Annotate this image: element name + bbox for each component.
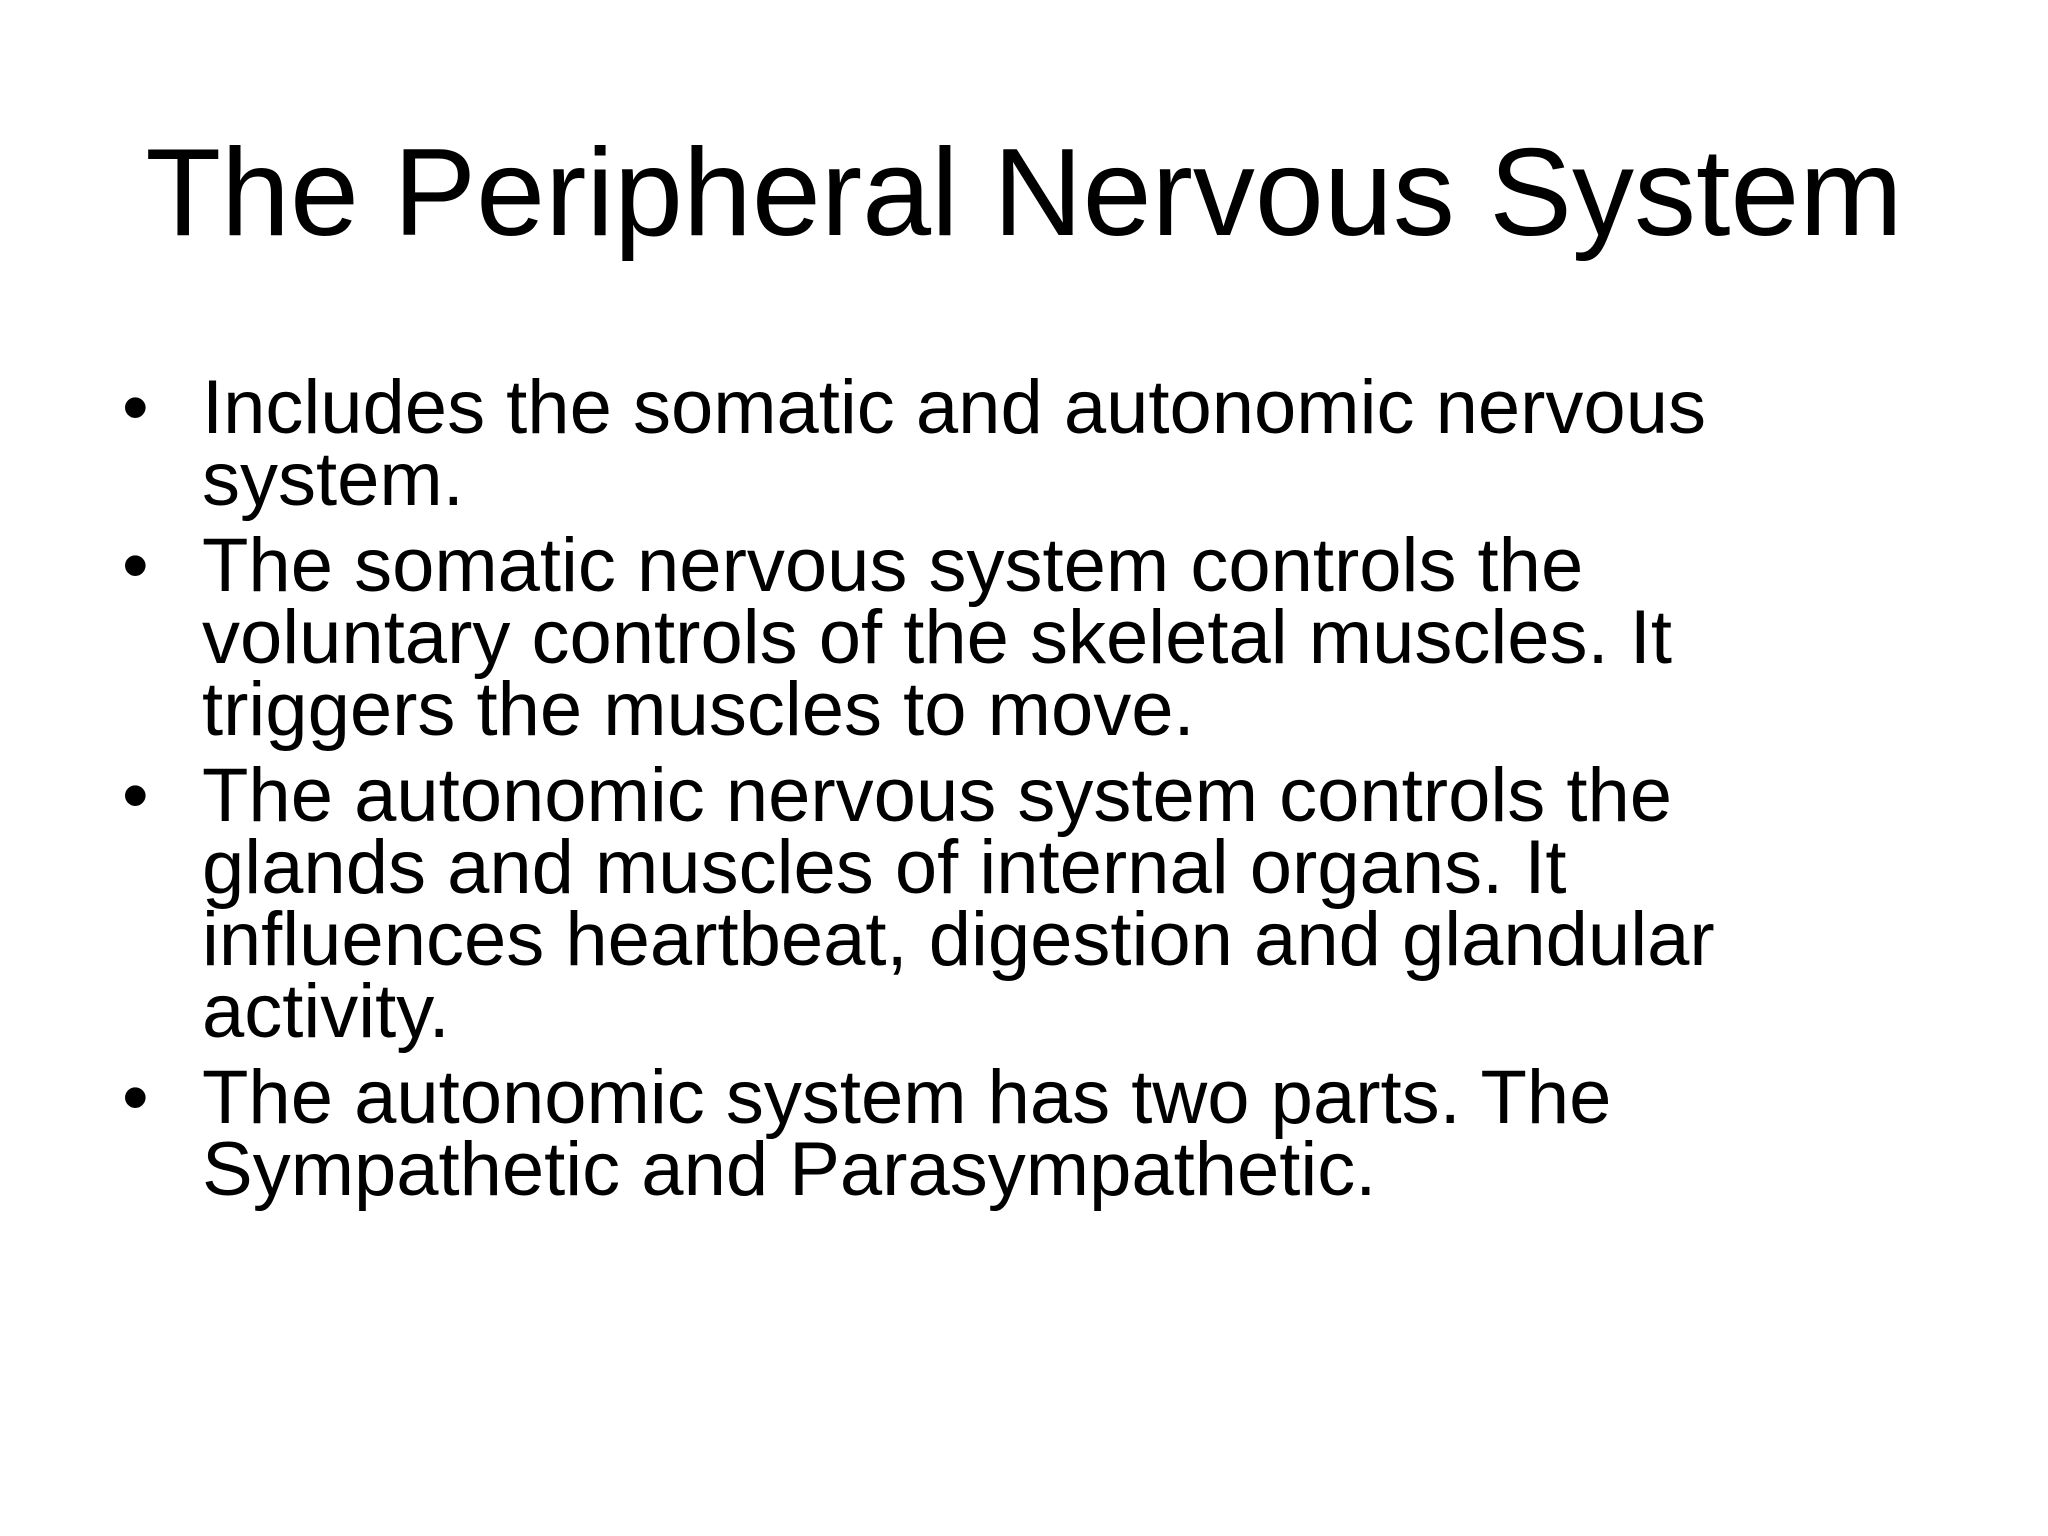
bullet-marker: • xyxy=(122,365,149,450)
bullet-item xyxy=(122,753,1842,1054)
bullet-text-line: activity. xyxy=(202,969,450,1054)
bullet-text-line: glands and muscles of internal organs. It xyxy=(202,825,1567,910)
bullet-text-line: Sympathetic and Parasympathetic. xyxy=(202,1127,1377,1212)
bullet-text-line: The autonomic system has two parts. The xyxy=(202,1055,1612,1140)
bullet-text-line: The autonomic nervous system controls the xyxy=(202,753,1673,838)
bullet-text-line: Includes the somatic and autonomic nervous xyxy=(202,365,1706,450)
bullet-text-line: triggers the muscles to move. xyxy=(202,667,1195,752)
bullet-list xyxy=(122,365,1842,1220)
bullet-item xyxy=(122,1055,1842,1212)
bullet-item xyxy=(122,523,1842,752)
bullet-text-line: influences heartbeat, digestion and glandular xyxy=(202,897,1715,982)
bullet-marker: • xyxy=(122,1055,149,1140)
bullet-marker: • xyxy=(122,753,149,838)
slide-title: The Peripheral Nervous System xyxy=(145,124,1903,262)
bullet-marker: • xyxy=(122,523,149,608)
bullet-text-line: system. xyxy=(202,437,464,522)
bullet-text-line: The somatic nervous system controls the xyxy=(202,523,1584,608)
bullet-item xyxy=(122,365,1842,522)
bullet-text-line: voluntary controls of the skeletal muscles. It xyxy=(202,595,1672,680)
